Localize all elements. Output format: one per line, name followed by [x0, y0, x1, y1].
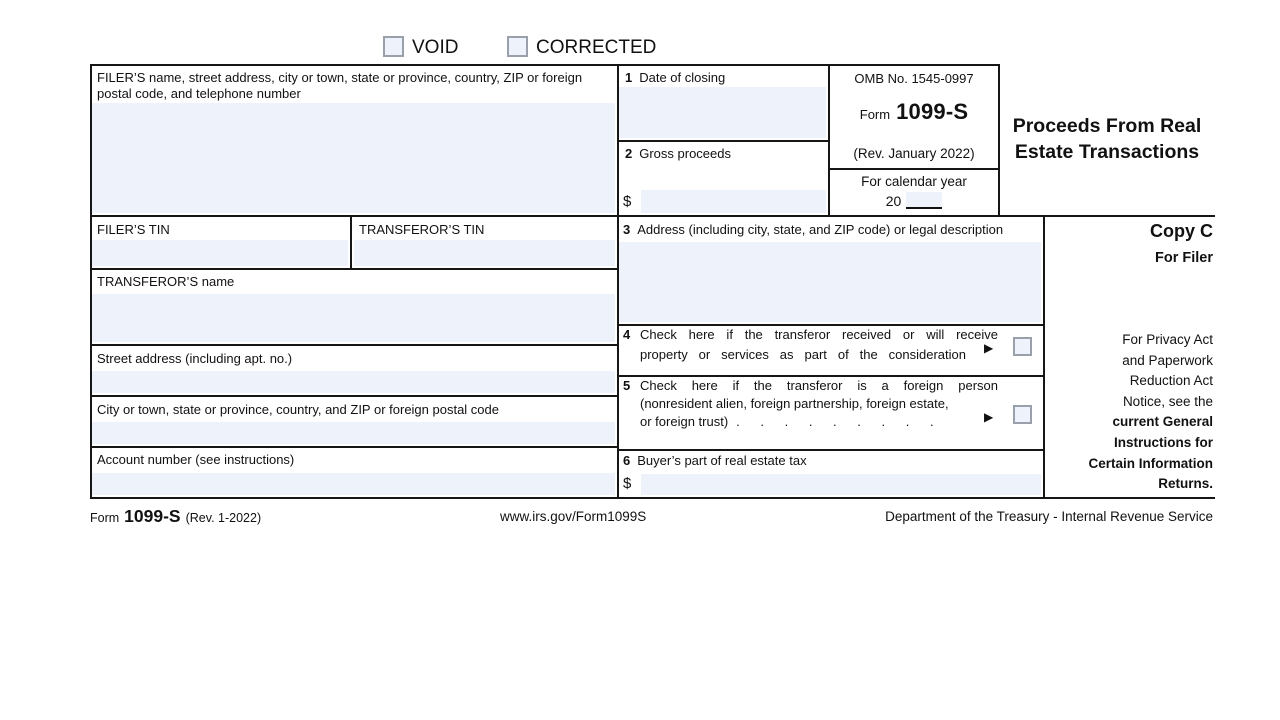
border-line — [90, 395, 619, 397]
box5-label-line3: or foreign trust) . . . . . . . . . — [640, 414, 934, 429]
filer-info-label: FILER’S name, street address, city or town, state or province, country, ZIP or foreign postal code, and telephone number — [97, 70, 583, 102]
corrected-checkbox[interactable] — [507, 36, 528, 57]
box5-number: 5 — [623, 378, 631, 393]
property-address-field[interactable] — [619, 242, 1041, 322]
box6-label: 6 Buyer’s part of real estate tax — [623, 453, 807, 468]
form-title-line2: Estate Transactions — [1014, 141, 1200, 163]
box4-arrow-icon: ▶ — [984, 341, 994, 355]
footer-revision: (Rev. 1-2022) — [185, 511, 262, 525]
copy-c-label: Copy C — [1150, 221, 1213, 241]
filers-tin-label: FILER’S TIN — [97, 222, 170, 237]
border-line — [90, 215, 1215, 217]
box1-label: 1 Date of closing — [625, 70, 726, 85]
border-line — [90, 344, 619, 346]
buyers-tax-field[interactable] — [641, 474, 1041, 495]
omb-number: OMB No. 1545-0997 — [854, 71, 974, 86]
footer-form-number: 1099-S — [124, 506, 181, 526]
form-number-block — [832, 99, 996, 125]
footer-form-word: Form — [90, 511, 120, 525]
box5-arrow-icon: ▶ — [984, 410, 994, 424]
box2-label: 2 Gross proceeds — [625, 146, 731, 161]
form-word: Form — [859, 107, 891, 122]
transferors-tin-field[interactable] — [354, 240, 615, 266]
border-line — [828, 64, 830, 217]
account-number-label: Account number (see instructions) — [97, 452, 295, 467]
border-line — [90, 64, 1000, 66]
box3-number: 3 — [623, 222, 631, 237]
copy-block — [1040, 221, 1213, 267]
corrected-label: CORRECTED — [536, 37, 657, 58]
box5-label-line1: Check here if the transferor is a foreign person — [640, 378, 998, 393]
border-line — [90, 268, 619, 270]
calendar-year-label: For calendar year — [861, 174, 967, 189]
calendar-year-field[interactable] — [906, 192, 942, 209]
border-line — [617, 324, 1045, 326]
form-number: 1099-S — [896, 99, 969, 124]
box4-label-line1: Check here if the transferor received or will receive — [640, 327, 998, 342]
box3-label: 3 Address (including city, state, and ZIP code) or legal description — [623, 222, 1004, 237]
form-title-line1: Proceeds From Real — [1012, 115, 1202, 137]
transferors-name-label: TRANSFEROR’S name — [97, 274, 235, 289]
box6-dollar-sign: $ — [623, 475, 632, 492]
account-number-field[interactable] — [92, 473, 615, 495]
border-line — [828, 168, 1000, 170]
border-line — [617, 449, 1045, 451]
city-state-zip-field[interactable] — [92, 422, 615, 444]
box6-number: 6 — [623, 453, 631, 468]
box2-dollar-sign: $ — [623, 193, 632, 210]
city-state-zip-label: City or town, state or province, country, and ZIP or foreign postal code — [97, 402, 499, 417]
form-title — [1000, 113, 1214, 165]
box2-number: 2 — [625, 146, 633, 161]
box4-checkbox[interactable] — [1013, 337, 1032, 356]
void-label: VOID — [412, 37, 459, 58]
border-line — [617, 140, 830, 142]
filers-tin-field[interactable] — [92, 240, 348, 266]
border-line — [90, 446, 619, 448]
box4-number: 4 — [623, 327, 631, 342]
border-line — [617, 375, 1045, 377]
filer-info-field[interactable] — [92, 103, 615, 213]
transferors-name-field[interactable] — [92, 294, 615, 342]
calendar-year-row — [832, 192, 996, 209]
footer-url: www.irs.gov/Form1099S — [500, 509, 647, 524]
dot-leaders: . . . . . . . . . — [736, 414, 934, 429]
date-of-closing-field[interactable] — [619, 87, 826, 138]
box4-label-line2: property or services as part of the consideration — [640, 347, 966, 362]
copy-for-filer-label: For Filer — [1154, 250, 1213, 266]
gross-proceeds-field[interactable] — [641, 190, 826, 213]
transferors-tin-label: TRANSFEROR’S TIN — [359, 222, 485, 237]
revision-label: (Rev. January 2022) — [853, 146, 975, 161]
border-line — [90, 497, 1215, 499]
street-address-field[interactable] — [92, 371, 615, 393]
void-checkbox[interactable] — [383, 36, 404, 57]
calendar-year-prefix: 20 — [885, 193, 902, 209]
border-line — [350, 215, 352, 270]
footer-department: Department of the Treasury - Internal Revenue Service — [885, 509, 1213, 524]
box1-number: 1 — [625, 70, 633, 85]
box5-checkbox[interactable] — [1013, 405, 1032, 424]
footer-form-id — [90, 506, 261, 527]
privacy-notice: For Privacy Act and Paperwork Reduction Act Notice, see the current General Instructions for Certain Information Returns. — [1088, 332, 1213, 492]
street-address-label: Street address (including apt. no.) — [97, 351, 293, 366]
box5-label-line2: (nonresident alien, foreign partnership, foreign estate, — [640, 396, 949, 411]
